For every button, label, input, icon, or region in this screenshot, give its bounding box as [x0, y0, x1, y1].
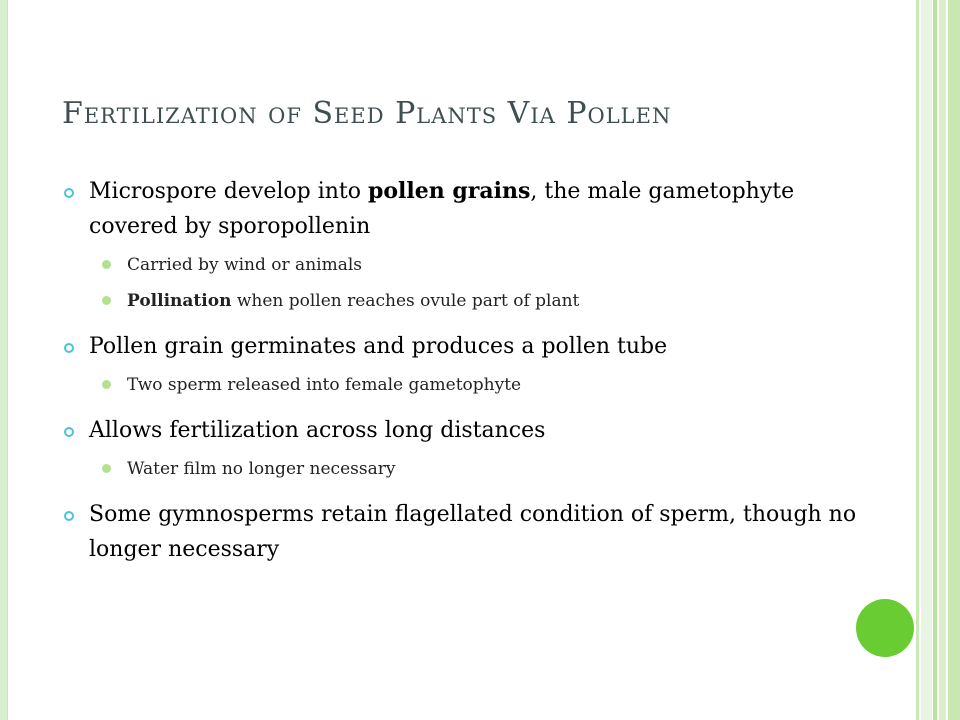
- bullet-item: [60, 174, 860, 319]
- dot-bullet-icon: [102, 260, 111, 269]
- sub-bullet-bold-text: Pollination: [127, 291, 232, 311]
- right-stripes-decoration: [916, 0, 960, 720]
- bullet-item: [60, 329, 860, 403]
- bullet-ring-icon: [64, 511, 74, 521]
- sub-bullet-list: [89, 451, 860, 487]
- sub-bullet-list: [89, 247, 860, 319]
- dot-bullet-icon: [102, 380, 111, 389]
- bullet-bold-text: pollen grains: [368, 178, 531, 204]
- bullet-text: Pollen grain germinates and produces a pollen tube: [89, 334, 668, 359]
- slide-title: Fertilization of Seed Plants Via Pollen: [62, 96, 672, 131]
- left-border-decoration: [0, 0, 8, 720]
- sub-bullet-item: [89, 367, 860, 403]
- bullet-item: [60, 497, 860, 567]
- sub-bullet-item: [89, 451, 860, 487]
- dot-bullet-icon: [102, 464, 111, 473]
- bullet-ring-icon: [64, 343, 74, 353]
- bullet-text: , the male gametophyte covered by sporopollenin: [89, 179, 795, 239]
- dot-bullet-icon: [102, 296, 111, 305]
- bullet-item: [60, 413, 860, 487]
- green-circle-decoration: [856, 599, 914, 657]
- bullet-ring-icon: [64, 427, 74, 437]
- sub-bullet-list: [89, 367, 860, 403]
- bullet-text: Allows fertilization across long distances: [89, 418, 546, 443]
- sub-bullet-text: when pollen reaches ovule part of plant: [231, 291, 580, 311]
- bullet-list: [60, 174, 860, 567]
- bullet-text: Microspore develop into: [89, 179, 368, 204]
- bullet-ring-icon: [64, 188, 74, 198]
- sub-bullet-item: [89, 247, 860, 283]
- sub-bullet-text: Water film no longer necessary: [127, 459, 396, 479]
- sub-bullet-item: [89, 283, 860, 319]
- sub-bullet-text: Carried by wind or animals: [127, 255, 362, 275]
- sub-bullet-text: Two sperm released into female gametophyte: [127, 375, 522, 395]
- slide-content: [60, 174, 860, 567]
- bullet-text: Some gymnosperms retain flagellated condition of sperm, though no longer necessary: [89, 502, 857, 562]
